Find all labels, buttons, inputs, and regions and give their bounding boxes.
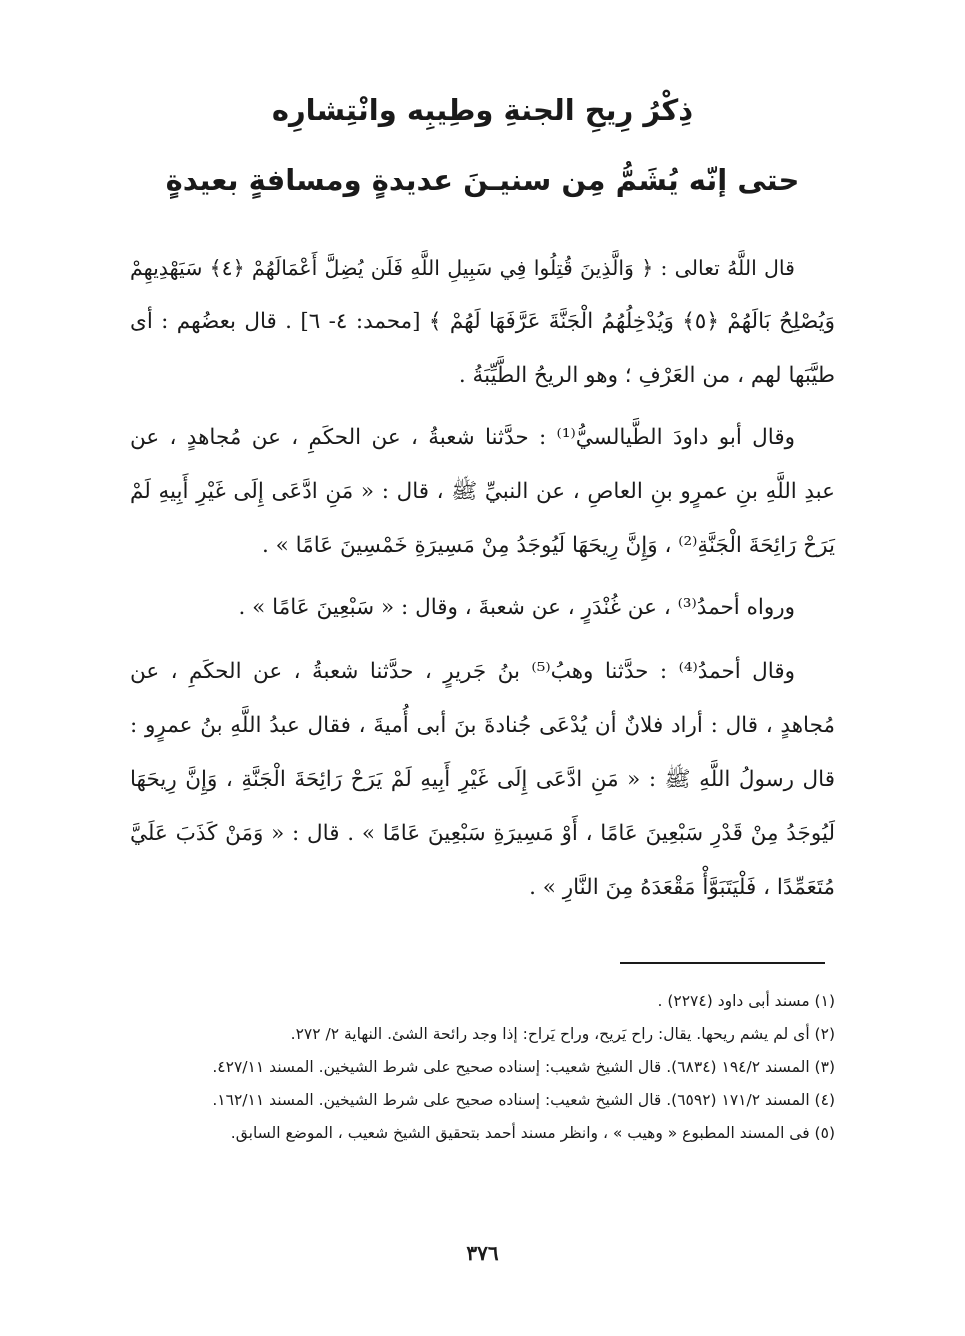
page-number: ٣٧٦ bbox=[466, 1241, 499, 1265]
paragraph-line: عبدِ اللَّهِ بنِ عمرٍو بنِ العاصِ ، عن النبيِّ ﷺ ، قال : « مَنِ ادَّعَى إِلَى غَيْرِ أَبِيهِ لَمْ bbox=[130, 479, 835, 504]
paragraph-line: وقال أبو داودَ الطَّيالسيُّ⁽¹⁾ : حدَّثنا شعبةُ ، عن الحكَمِ ، عن مُجاهدٍ ، عن bbox=[130, 425, 795, 450]
paragraph-line: لَيُوجَدُ مِنْ قَدْرِ سَبْعِينَ عَامًا ، أَوْ مَسِيرَةِ سَبْعِينَ عَامًا » . قال : « وَمَنْ كَذَبَ عَلَيَّ bbox=[130, 821, 835, 846]
paragraph-line: مُجاهدٍ ، قال : أراد فلانٌ أن يُدْعَى جُنادةَ بنَ أبى أُميةَ ، فقال عبدُ اللَّهِ بنُ عمرٍو : bbox=[130, 713, 835, 738]
paragraph-line: وَيُصْلِحُ بَالَهُمْ ﴿٥﴾ وَيُدْخِلُهُمُ الْجَنَّةَ عَرَّفَهَا لَهُمْ ﴾ [محمد: ٤- ٦] . قال بعضُهم : أى bbox=[130, 309, 835, 334]
footnote: (٣) المسند ١٩٤/٢ (٦٨٣٤). قال الشيخ شعيب: إسناده صحيح على شرط الشيخين. المسند ٤٢٧/١١. bbox=[212, 1058, 835, 1076]
paragraph-line: ورواه أحمدُ⁽³⁾ ، عن غُنْدَرٍ ، عن شعبةَ ، وقال : « سَبْعِينَ عَامًا » . bbox=[238, 595, 795, 620]
paragraph-line: يَرَحْ رَائِحَةَ الْجَنَّةِ⁽²⁾ ، وَإِنَّ رِيحَهَا لَيُوجَدُ مِنْ مَسِيرَةِ خَمْسِينَ عَامًا » . bbox=[262, 533, 835, 558]
footnote: (٢) أى لم يشم ريحها. يقال: راح يَريح، وراح يَراح: إذا وجد رائحة الشئ. النهاية ٢/ ٢٧٢. bbox=[290, 1025, 835, 1043]
footnote: (٥) فى المسند المطبوع « وهيب » ، وانظر مسند أحمد بتحقيق الشيخ شعيب ، الموضع السابق. bbox=[230, 1124, 835, 1142]
paragraph-line: قال رسولُ اللَّهِ ﷺ : « مَنِ ادَّعَى إِلَى غَيْرِ أَبِيهِ لَمْ يَرَحْ رَائِحَةَ الْجَنَّةِ ، وَإِنَّ رِيحَهَا bbox=[130, 767, 835, 792]
chapter-title-line-1: ذِكْرُ رِيحِ الجنةِ وطِيبِه وانْتِشارِه bbox=[271, 93, 694, 127]
paragraph-line: وقال أحمدُ⁽⁴⁾ : حدَّثنا وهبُ⁽⁵⁾ بنُ جَريرٍ ، حدَّثنا شعبةُ ، عن الحكَمِ ، عن bbox=[130, 659, 796, 684]
footnote: (٤) المسند ١٧١/٢ (٦٥٩٢). قال الشيخ شعيب: إسناده صحيح على شرط الشيخين. المسند ١٦٢/١١. bbox=[212, 1091, 835, 1109]
footnote-divider bbox=[620, 962, 825, 964]
paragraph-line: مُتَعَمِّدًا ، فَلْيَتَبَوَّأْ مَقْعَدَهُ مِنَ النَّارِ » . bbox=[529, 875, 835, 900]
chapter-title-line-2: حتى إنّه يُشَمُّ مِن سنيـنَ عديدةٍ ومسافةٍ بعيدةٍ bbox=[165, 163, 800, 197]
paragraph-line: طيَّبَها لهم ، من العَرْفِ ؛ وهو الريحُ الطَّيِّبَةُ . bbox=[458, 363, 835, 388]
paragraph-line: قال اللَّهُ تعالى : ﴿ وَالَّذِينَ قُتِلُوا فِي سَبِيلِ اللَّهِ فَلَن يُضِلَّ أَعْمَالَهُمْ ﴿٤﴾ سَيَهْدِيهِمْ bbox=[130, 256, 795, 280]
footnote: (١) مسند أبى داود (٢٢٧٤) . bbox=[657, 992, 835, 1010]
